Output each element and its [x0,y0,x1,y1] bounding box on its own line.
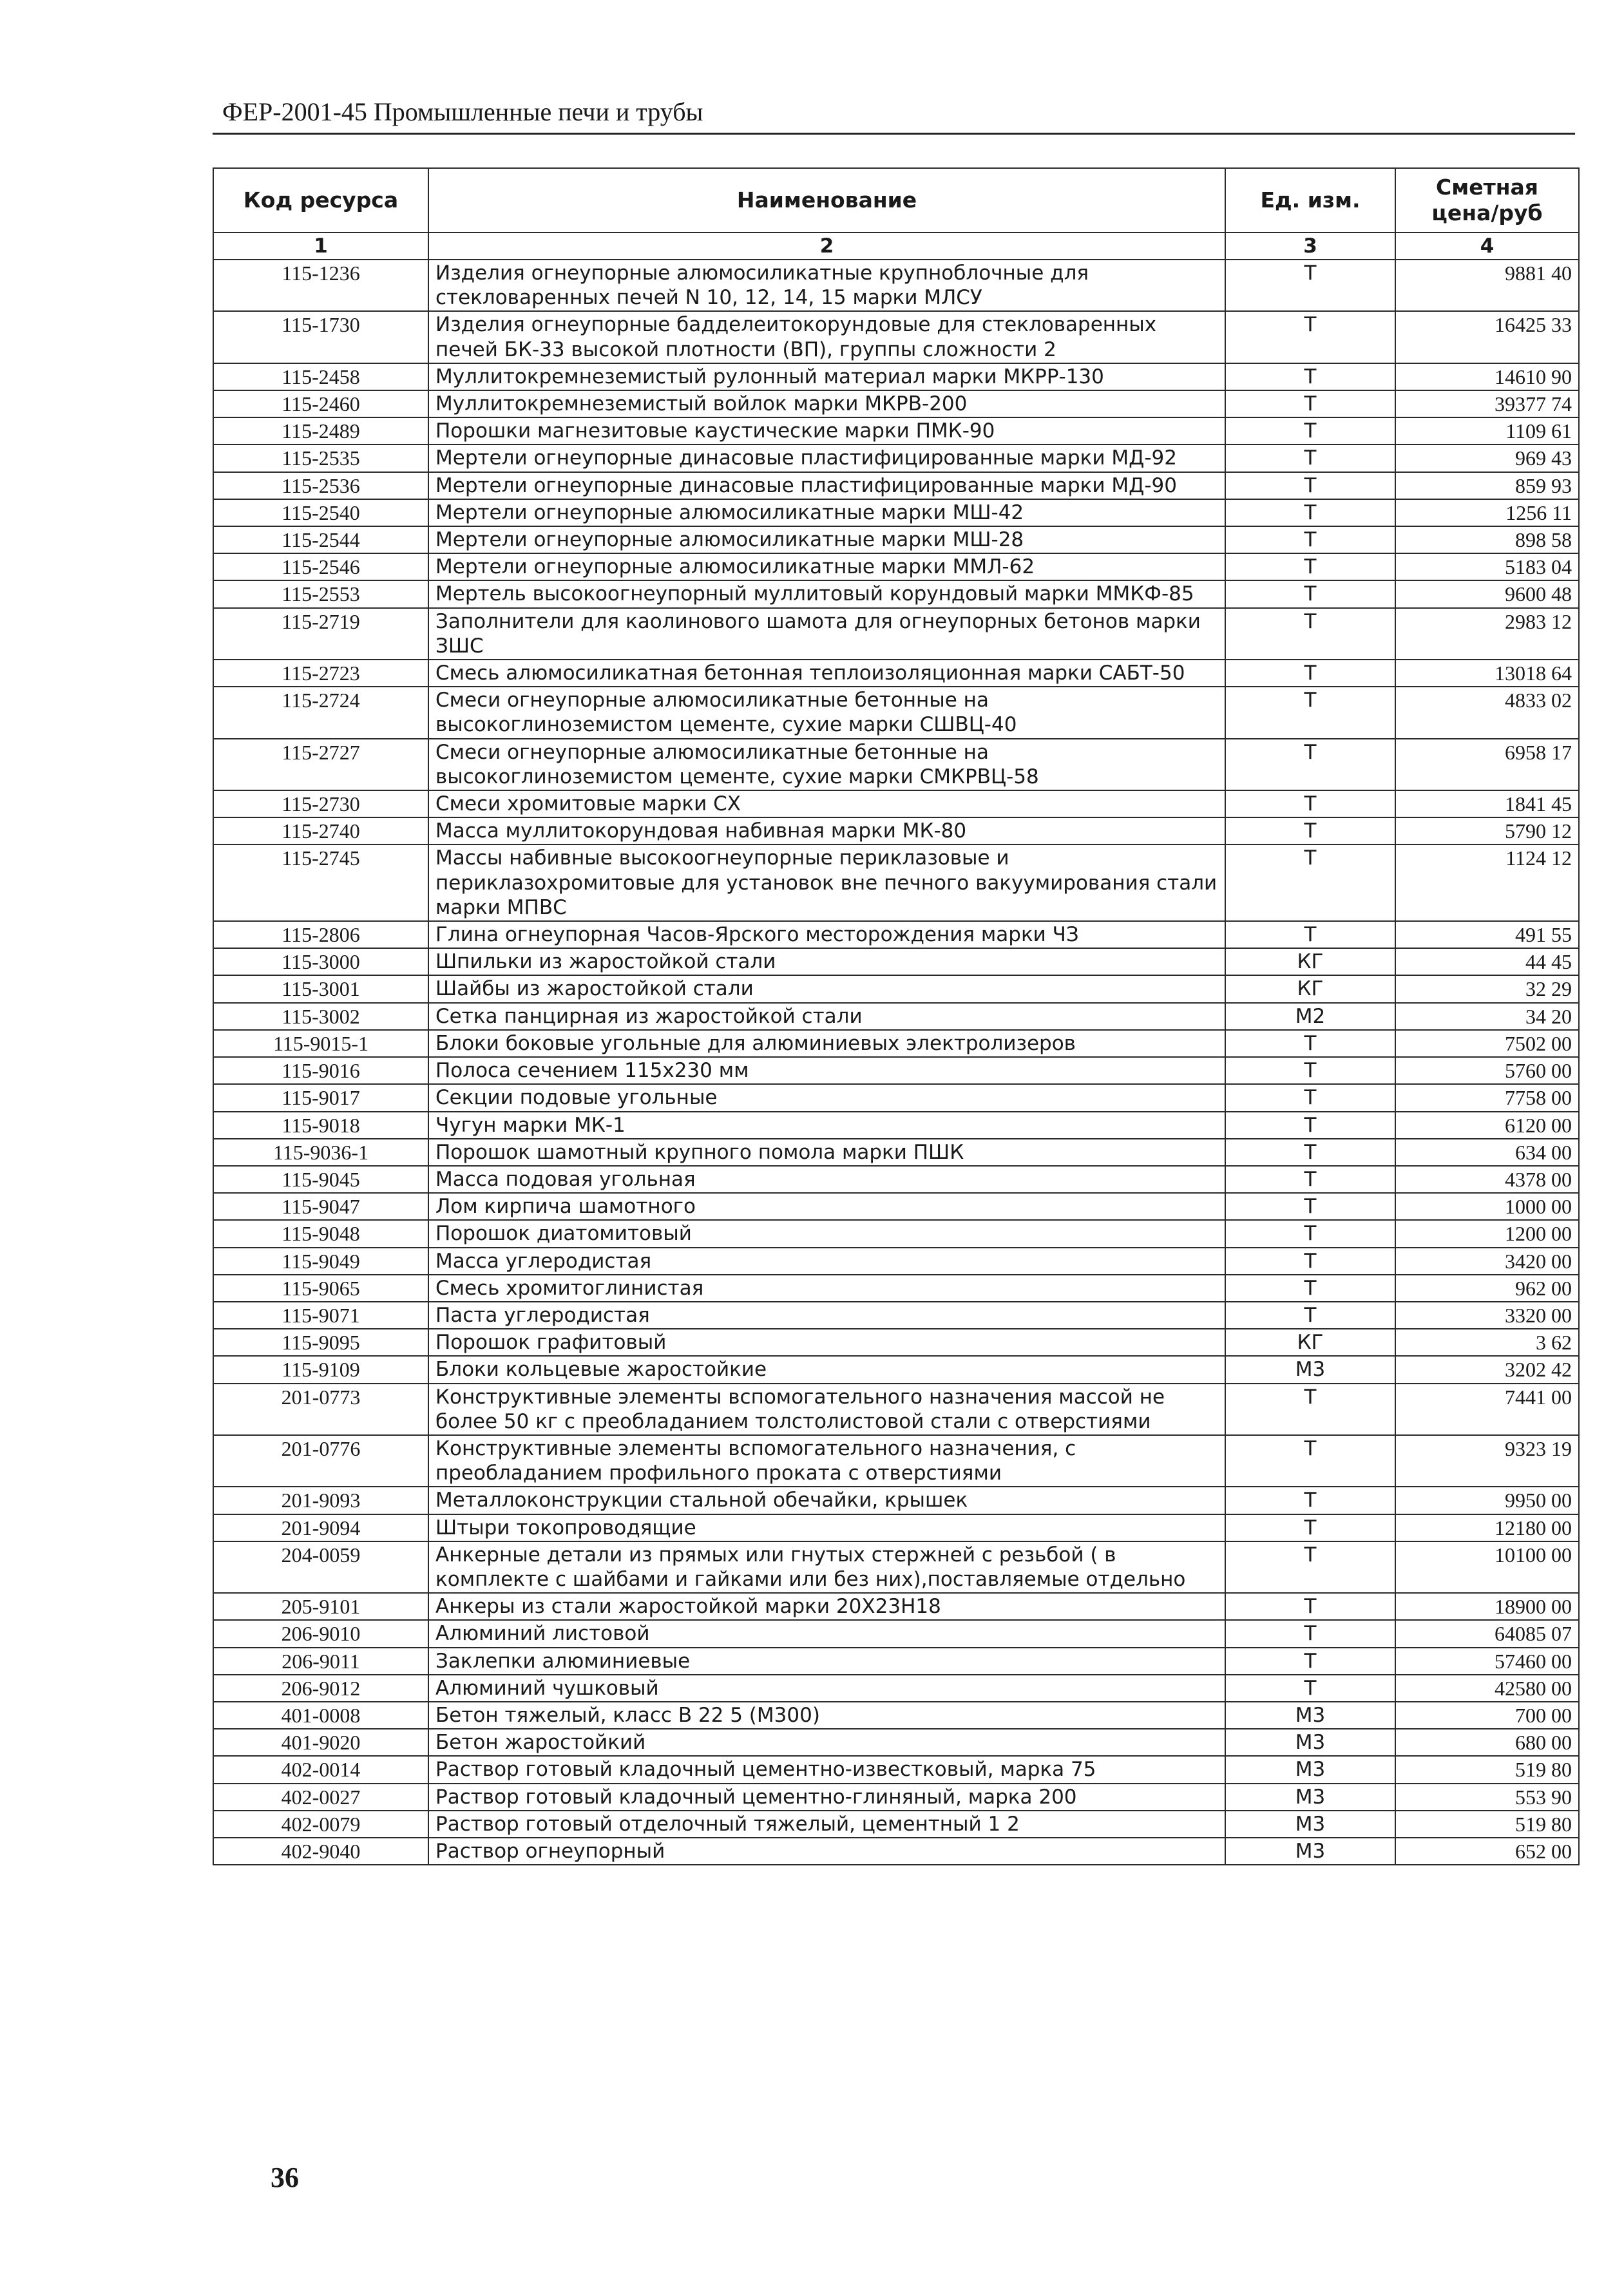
table-row [213,1220,1579,1247]
unit-of-measure: Т [1225,1541,1395,1593]
unit-of-measure: Т [1225,526,1395,553]
unit-of-measure: Т [1225,390,1395,417]
estimated-price: 4378 00 [1395,1166,1579,1193]
resource-name: Сетка панцирная из жаростойкой стали [428,1003,1225,1030]
resource-code: 206-9012 [213,1675,428,1702]
resource-name: Раствор готовый кладочный цементно-известковый, марка 75 [428,1756,1225,1783]
unit-of-measure: Т [1225,1487,1395,1514]
resource-name: Секции подовые угольные [428,1084,1225,1111]
unit-of-measure: Т [1225,1193,1395,1220]
table-row [213,1487,1579,1514]
resource-name: Полоса сечением 115х230 мм [428,1057,1225,1084]
estimated-price: 1124 12 [1395,844,1579,921]
estimated-price: 64085 07 [1395,1620,1579,1647]
unit-of-measure: Т [1225,1384,1395,1435]
column-header-name: Наименование [428,168,1225,233]
estimated-price: 859 93 [1395,472,1579,499]
estimated-price: 18900 00 [1395,1593,1579,1620]
column-number: 4 [1395,233,1579,260]
table-row [213,739,1579,790]
unit-of-measure: Т [1225,1435,1395,1487]
resource-name: Порошок диатомитовый [428,1220,1225,1247]
resource-code: 115-3000 [213,948,428,975]
resource-code: 115-3002 [213,1003,428,1030]
table-row [213,975,1579,1002]
resource-code: 402-9040 [213,1838,428,1865]
resource-code: 115-9018 [213,1112,428,1139]
resource-name: Раствор готовый отделочный тяжелый, цементный 1 2 [428,1811,1225,1838]
resource-name: Чугун марки МК-1 [428,1112,1225,1139]
table-row [213,363,1579,390]
table-row [213,472,1579,499]
table-row [213,1620,1579,1647]
unit-of-measure: Т [1225,1084,1395,1111]
table-row [213,844,1579,921]
table-row [213,1057,1579,1084]
resource-name: Глина огнеупорная Часов-Ярского месторождения марки ЧЗ [428,921,1225,948]
estimated-price: 1000 00 [1395,1193,1579,1220]
resource-code: 115-2553 [213,580,428,607]
resource-code: 115-1730 [213,311,428,363]
table-row [213,526,1579,553]
estimated-price: 6120 00 [1395,1112,1579,1139]
unit-of-measure: КГ [1225,948,1395,975]
resource-code: 401-9020 [213,1729,428,1756]
resource-code: 115-2745 [213,844,428,921]
unit-of-measure: Т [1225,580,1395,607]
estimated-price: 1841 45 [1395,790,1579,817]
resource-code: 115-2544 [213,526,428,553]
unit-of-measure: М3 [1225,1756,1395,1783]
unit-of-measure: Т [1225,1675,1395,1702]
column-header-price: Сметная цена/руб [1395,168,1579,233]
resource-name: Порошок графитовый [428,1329,1225,1356]
column-header-code: Код ресурса [213,168,428,233]
estimated-price: 898 58 [1395,526,1579,553]
resource-name: Порошок шамотный крупного помола марки ПШК [428,1139,1225,1166]
column-number: 3 [1225,233,1395,260]
estimated-price: 42580 00 [1395,1675,1579,1702]
resource-name: Конструктивные элементы вспомогательного назначения массой не более 50 кг с преобладанием толстолистовой стали с отверстиями [428,1384,1225,1435]
unit-of-measure: М2 [1225,1003,1395,1030]
resource-code: 115-2724 [213,687,428,738]
table-row [213,580,1579,607]
estimated-price: 969 43 [1395,444,1579,472]
unit-of-measure: Т [1225,1166,1395,1193]
resource-code: 115-9047 [213,1193,428,1220]
resource-code: 115-2730 [213,790,428,817]
unit-of-measure: Т [1225,444,1395,472]
unit-of-measure: Т [1225,1220,1395,1247]
estimated-price: 7441 00 [1395,1384,1579,1435]
resource-name: Муллитокремнеземистый рулонный материал марки МКРР-130 [428,363,1225,390]
resource-name: Смесь алюмосиликатная бетонная теплоизоляционная марки САБТ-50 [428,660,1225,687]
unit-of-measure: Т [1225,472,1395,499]
resource-name: Заполнители для каолинового шамота для огнеупорных бетонов марки ЗШС [428,608,1225,660]
unit-of-measure: Т [1225,499,1395,526]
table-row [213,1248,1579,1275]
estimated-price: 9600 48 [1395,580,1579,607]
unit-of-measure: М3 [1225,1729,1395,1756]
resource-code: 115-9045 [213,1166,428,1193]
table-row [213,1275,1579,1302]
resource-code: 205-9101 [213,1593,428,1620]
estimated-price: 4833 02 [1395,687,1579,738]
resource-name: Смеси хромитовые марки СХ [428,790,1225,817]
resource-name: Мертели огнеупорные алюмосиликатные марки МШ-28 [428,526,1225,553]
table-row [213,417,1579,444]
unit-of-measure: М3 [1225,1702,1395,1729]
resource-name: Смесь хромитоглинистая [428,1275,1225,1302]
resource-code: 115-9109 [213,1356,428,1383]
table-row [213,817,1579,844]
table-row [213,260,1579,311]
resource-code: 115-9017 [213,1084,428,1111]
resource-code: 201-9093 [213,1487,428,1514]
estimated-price: 34 20 [1395,1003,1579,1030]
unit-of-measure: Т [1225,417,1395,444]
resource-name: Смеси огнеупорные алюмосиликатные бетонные на высокоглиноземистом цементе, сухие марки СШВЦ-40 [428,687,1225,738]
resource-code: 206-9010 [213,1620,428,1647]
unit-of-measure: КГ [1225,975,1395,1002]
estimated-price: 519 80 [1395,1756,1579,1783]
resource-name: Мертели огнеупорные динасовые пластифицированные марки МД-90 [428,472,1225,499]
estimated-price: 13018 64 [1395,660,1579,687]
resource-name: Порошки магнезитовые каустические марки ПМК-90 [428,417,1225,444]
table-row [213,687,1579,738]
estimated-price: 39377 74 [1395,390,1579,417]
resource-code: 115-2458 [213,363,428,390]
table-row [213,948,1579,975]
estimated-price: 3202 42 [1395,1356,1579,1383]
estimated-price: 680 00 [1395,1729,1579,1756]
table-row [213,660,1579,687]
estimated-price: 2983 12 [1395,608,1579,660]
table-row [213,553,1579,580]
table-row [213,1675,1579,1702]
resource-code: 115-1236 [213,260,428,311]
unit-of-measure: Т [1225,1620,1395,1647]
unit-of-measure: Т [1225,260,1395,311]
estimated-price: 1200 00 [1395,1220,1579,1247]
table-row [213,1003,1579,1030]
unit-of-measure: Т [1225,608,1395,660]
resource-name: Массы набивные высокоогнеупорные периклазовые и периклазохромитовые для установок вне печного вакуумирования стали марки МПВС [428,844,1225,921]
table-row [213,608,1579,660]
table-row [213,1784,1579,1811]
price-table-wrapper [213,167,1578,1865]
unit-of-measure: Т [1225,1139,1395,1166]
table-row [213,1384,1579,1435]
resource-code: 115-9048 [213,1220,428,1247]
resource-code: 201-9094 [213,1514,428,1541]
resource-name: Бетон жаростойкий [428,1729,1225,1756]
resource-name: Мертели огнеупорные динасовые пластифицированные марки МД-92 [428,444,1225,472]
resource-code: 206-9011 [213,1648,428,1675]
table-row [213,1030,1579,1057]
resource-name: Шпильки из жаростойкой стали [428,948,1225,975]
table-header-row [213,168,1579,233]
table-row [213,444,1579,472]
resource-name: Металлоконструкции стальной обечайки, крышек [428,1487,1225,1514]
unit-of-measure: М3 [1225,1811,1395,1838]
unit-of-measure: М3 [1225,1784,1395,1811]
resource-name: Мертели огнеупорные алюмосиликатные марки ММЛ-62 [428,553,1225,580]
resource-code: 402-0027 [213,1784,428,1811]
resource-name: Лом кирпича шамотного [428,1193,1225,1220]
unit-of-measure: Т [1225,1593,1395,1620]
table-row [213,1302,1579,1329]
page-header [222,97,1572,128]
estimated-price: 16425 33 [1395,311,1579,363]
resource-name: Бетон тяжелый, класс В 22 5 (М300) [428,1702,1225,1729]
resource-code: 115-2535 [213,444,428,472]
resource-code: 115-2540 [213,499,428,526]
resource-name: Изделия огнеупорные бадделеитокорундовые для стекловаренных печей БК-33 высокой плотности (ВП), группы сложности 2 [428,311,1225,363]
estimated-price: 553 90 [1395,1784,1579,1811]
page-number: 36 [271,2162,299,2193]
resource-name: Штыри токопроводящие [428,1514,1225,1541]
unit-of-measure: Т [1225,1112,1395,1139]
table-row [213,1702,1579,1729]
resource-name: Алюминий листовой [428,1620,1225,1647]
estimated-price: 44 45 [1395,948,1579,975]
unit-of-measure: Т [1225,1648,1395,1675]
estimated-price: 700 00 [1395,1702,1579,1729]
estimated-price: 9881 40 [1395,260,1579,311]
table-row [213,1593,1579,1620]
estimated-price: 519 80 [1395,1811,1579,1838]
unit-of-measure: М3 [1225,1838,1395,1865]
table-row [213,499,1579,526]
estimated-price: 32 29 [1395,975,1579,1002]
resource-name: Конструктивные элементы вспомогательного назначения, с преобладанием профильного проката с отверстиями [428,1435,1225,1487]
estimated-price: 10100 00 [1395,1541,1579,1593]
header-rule [213,133,1575,135]
estimated-price: 3320 00 [1395,1302,1579,1329]
unit-of-measure: Т [1225,1057,1395,1084]
unit-of-measure: Т [1225,739,1395,790]
table-row [213,1356,1579,1383]
resource-code: 115-2546 [213,553,428,580]
unit-of-measure: Т [1225,844,1395,921]
resource-code: 204-0059 [213,1541,428,1593]
table-row [213,1811,1579,1838]
table-row [213,1329,1579,1356]
table-row [213,1648,1579,1675]
price-table [213,167,1580,1865]
table-row [213,1838,1579,1865]
resource-code: 115-2719 [213,608,428,660]
unit-of-measure: Т [1225,1514,1395,1541]
resource-name: Блоки кольцевые жаростойкие [428,1356,1225,1383]
resource-name: Шайбы из жаростойкой стали [428,975,1225,1002]
estimated-price: 1256 11 [1395,499,1579,526]
resource-code: 201-0776 [213,1435,428,1487]
estimated-price: 491 55 [1395,921,1579,948]
resource-name: Мертель высокоогнеупорный муллитовый корундовый марки ММКФ-85 [428,580,1225,607]
resource-name: Масса подовая угольная [428,1166,1225,1193]
table-row [213,1112,1579,1139]
resource-name: Мертели огнеупорные алюмосиликатные марки МШ-42 [428,499,1225,526]
resource-code: 401-0008 [213,1702,428,1729]
estimated-price: 652 00 [1395,1838,1579,1865]
table-row [213,311,1579,363]
column-header-unit: Ед. изм. [1225,168,1395,233]
estimated-price: 3 62 [1395,1329,1579,1356]
unit-of-measure: Т [1225,660,1395,687]
resource-name: Муллитокремнеземистый войлок марки МКРВ-200 [428,390,1225,417]
resource-name: Изделия огнеупорные алюмосиликатные крупноблочные для стекловаренных печей N 10, 12, 14, 15 марки МЛСУ [428,260,1225,311]
resource-code: 115-2740 [213,817,428,844]
estimated-price: 9950 00 [1395,1487,1579,1514]
resource-code: 115-3001 [213,975,428,1002]
table-row [213,1193,1579,1220]
resource-name: Заклепки алюминиевые [428,1648,1225,1675]
column-number: 2 [428,233,1225,260]
resource-code: 201-0773 [213,1384,428,1435]
resource-name: Блоки боковые угольные для алюминиевых электролизеров [428,1030,1225,1057]
resource-code: 115-9071 [213,1302,428,1329]
resource-code: 402-0014 [213,1756,428,1783]
unit-of-measure: Т [1225,1248,1395,1275]
resource-code: 115-2806 [213,921,428,948]
table-row [213,390,1579,417]
table-row [213,790,1579,817]
estimated-price: 57460 00 [1395,1648,1579,1675]
table-row [213,1435,1579,1487]
table-row [213,1084,1579,1111]
unit-of-measure: Т [1225,1302,1395,1329]
table-row [213,1166,1579,1193]
resource-name: Раствор готовый кладочный цементно-глиняный, марка 200 [428,1784,1225,1811]
estimated-price: 962 00 [1395,1275,1579,1302]
table-row [213,1139,1579,1166]
table-row [213,1756,1579,1783]
estimated-price: 634 00 [1395,1139,1579,1166]
estimated-price: 7758 00 [1395,1084,1579,1111]
table-row [213,921,1579,948]
resource-code: 115-9065 [213,1275,428,1302]
unit-of-measure: Т [1225,921,1395,948]
resource-code: 115-2460 [213,390,428,417]
estimated-price: 5183 04 [1395,553,1579,580]
unit-of-measure: Т [1225,1275,1395,1302]
resource-code: 115-2536 [213,472,428,499]
unit-of-measure: Т [1225,1030,1395,1057]
resource-name: Масса муллитокорундовая набивная марки МК-80 [428,817,1225,844]
resource-code: 115-9049 [213,1248,428,1275]
estimated-price: 5760 00 [1395,1057,1579,1084]
resource-code: 115-9036-1 [213,1139,428,1166]
unit-of-measure: Т [1225,553,1395,580]
unit-of-measure: М3 [1225,1356,1395,1383]
resource-code: 115-9015-1 [213,1030,428,1057]
column-number: 1 [213,233,428,260]
resource-name: Масса углеродистая [428,1248,1225,1275]
estimated-price: 7502 00 [1395,1030,1579,1057]
unit-of-measure: Т [1225,363,1395,390]
table-row [213,1729,1579,1756]
estimated-price: 12180 00 [1395,1514,1579,1541]
unit-of-measure: Т [1225,790,1395,817]
document-title: ФЕР-2001-45 Промышленные печи и трубы [222,97,703,126]
resource-code: 115-9095 [213,1329,428,1356]
resource-code: 115-2723 [213,660,428,687]
estimated-price: 6958 17 [1395,739,1579,790]
resource-name: Раствор огнеупорный [428,1838,1225,1865]
unit-of-measure: Т [1225,817,1395,844]
unit-of-measure: КГ [1225,1329,1395,1356]
resource-code: 115-9016 [213,1057,428,1084]
resource-code: 115-2727 [213,739,428,790]
table-row [213,1541,1579,1593]
table-body [213,260,1579,1865]
estimated-price: 1109 61 [1395,417,1579,444]
resource-code: 115-2489 [213,417,428,444]
resource-name: Анкеры из стали жаростойкой марки 20Х23Н18 [428,1593,1225,1620]
unit-of-measure: Т [1225,311,1395,363]
resource-name: Смеси огнеупорные алюмосиликатные бетонные на высокоглиноземистом цементе, сухие марки СМКРВЦ-58 [428,739,1225,790]
resource-code: 402-0079 [213,1811,428,1838]
resource-name: Паста углеродистая [428,1302,1225,1329]
estimated-price: 9323 19 [1395,1435,1579,1487]
estimated-price: 3420 00 [1395,1248,1579,1275]
resource-name: Алюминий чушковый [428,1675,1225,1702]
estimated-price: 14610 90 [1395,363,1579,390]
table-row [213,1514,1579,1541]
estimated-price: 5790 12 [1395,817,1579,844]
resource-name: Анкерные детали из прямых или гнутых стержней с резьбой ( в комплекте с шайбами и гайками или без них),поставляемые отдельно [428,1541,1225,1593]
unit-of-measure: Т [1225,687,1395,738]
column-number-row [213,233,1579,260]
